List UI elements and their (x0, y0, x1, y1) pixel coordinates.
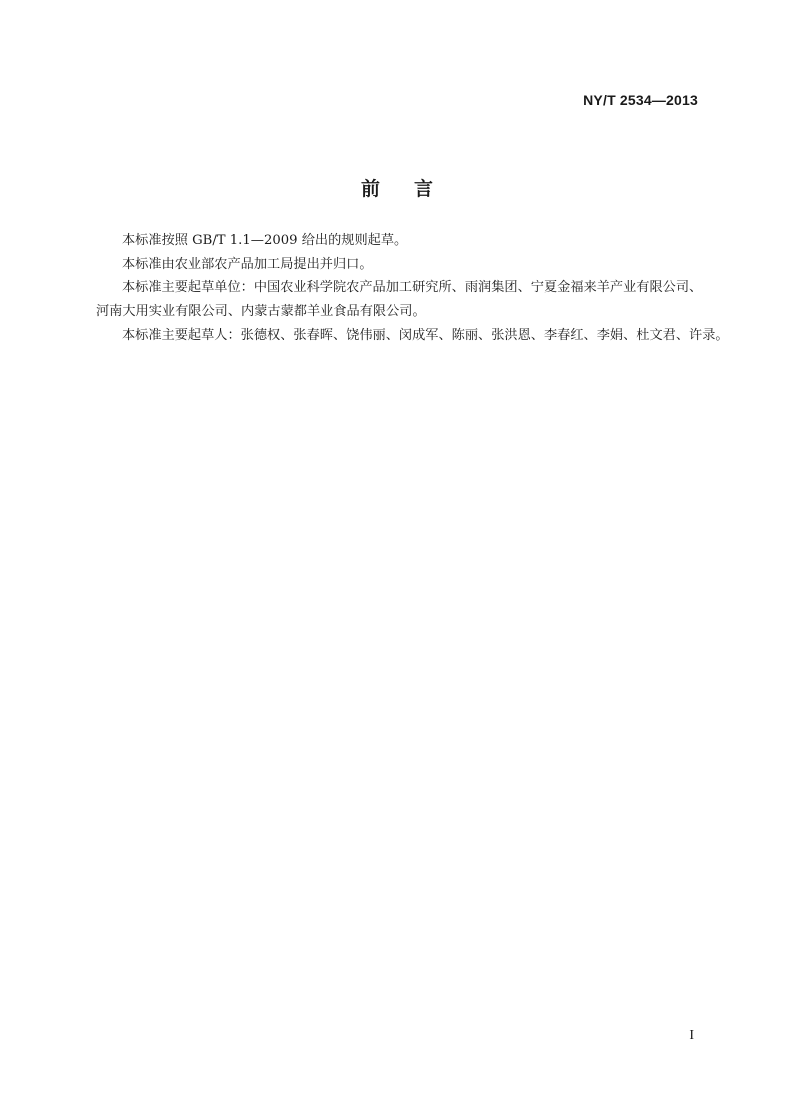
paragraph-drafting-rules: 本标准按照 GB/T 1.1—2009 给出的规则起草。 (122, 233, 408, 248)
drafting-units-line-1: 本标准主要起草单位：中国农业科学院农产品加工研究所、雨润集团、宁夏金福来羊产业有限公司、 (122, 280, 703, 296)
drafting-units-line-2: 河南大用实业有限公司、内蒙古蒙都羊业食品有限公司。 (96, 304, 426, 320)
paragraph-proposer: 本标准由农业部农产品加工局提出并归口。 (122, 256, 373, 272)
foreword-body (96, 229, 729, 348)
standard-code: NY/T 2534—2013 (583, 92, 698, 108)
page-number: I (689, 1028, 694, 1043)
page-title: 前言 (360, 178, 467, 200)
paragraph-drafting-units (96, 276, 712, 323)
paragraph-drafters: 本标准主要起草人：张德权、张春晖、饶伟丽、闵成军、陈丽、张洪恩、李春红、李娟、杜文君、许录。 (122, 327, 729, 343)
